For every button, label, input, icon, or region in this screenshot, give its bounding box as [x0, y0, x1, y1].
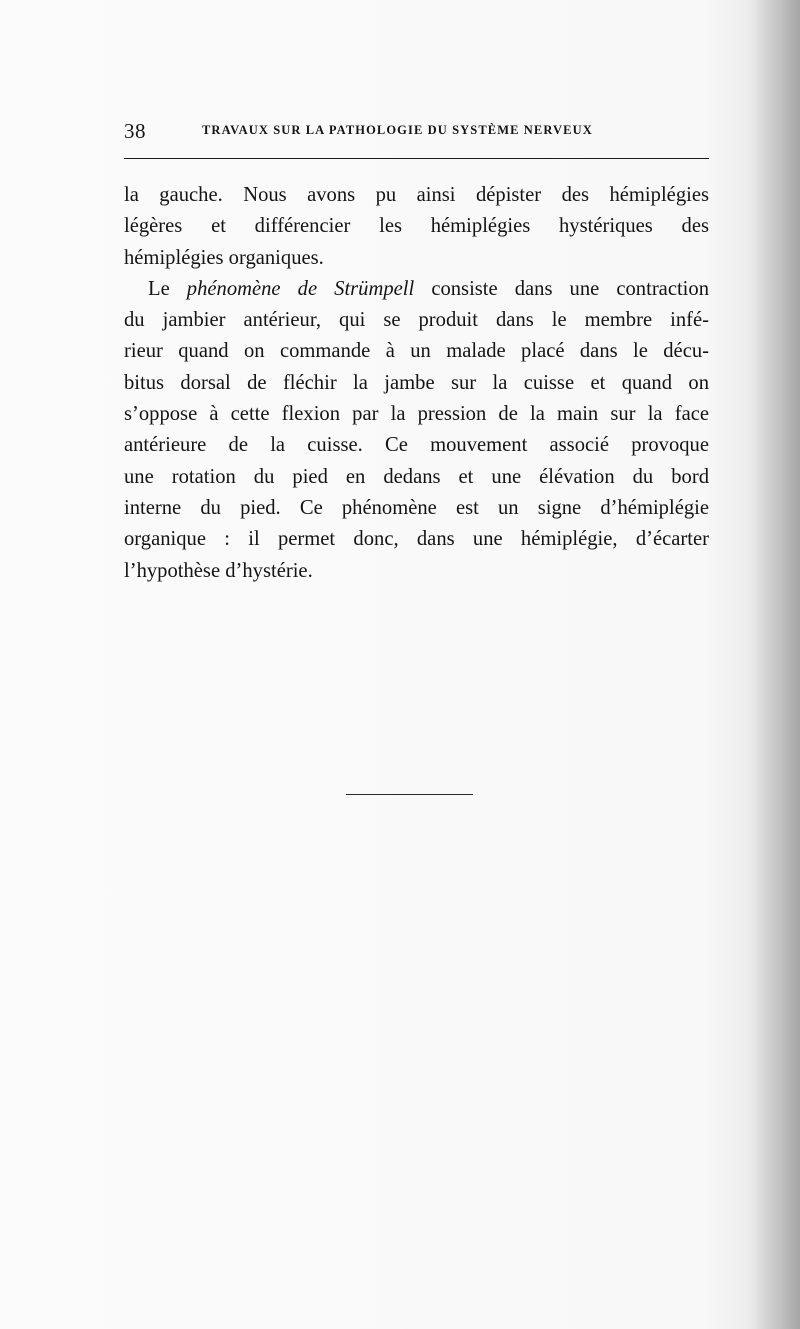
text-line: l’hypothèse d’hystérie.	[124, 559, 313, 582]
phenomenon-name: phénomène de Strümpell	[186, 277, 415, 300]
page-header	[124, 114, 709, 146]
section-end-rule	[346, 794, 473, 795]
body-text	[124, 180, 709, 587]
text-segment: consiste dans une contraction	[414, 277, 709, 300]
page-edge-shadow	[754, 0, 800, 1329]
text-line: hémiplégies organiques.	[124, 246, 324, 269]
text-line: antérieure de la cuisse. Ce mouvement associé provoque	[124, 434, 709, 457]
header-rule	[124, 158, 709, 159]
text-segment: Le	[148, 277, 187, 300]
text-line: légères et différencier les hémiplégies hystériques des	[124, 215, 709, 238]
text-line: la gauche. Nous avons pu ainsi dépister des hémiplégies	[124, 184, 709, 206]
text-line: organique : il permet donc, dans une hémiplégie, d’écarter	[124, 528, 709, 551]
text-line: rieur quand on commande à un malade placé dans le décu-	[124, 340, 709, 363]
text-line: bitus dorsal de fléchir la jambe sur la cuisse et quand on	[124, 371, 709, 394]
text-line	[124, 274, 709, 305]
running-title: TRAVAUX SUR LA PATHOLOGIE DU SYSTÈME NERVEUX	[202, 123, 593, 137]
text-line: une rotation du pied en dedans et une élévation du bord	[124, 465, 709, 488]
text-line: du jambier antérieur, qui se produit dans le membre infé-	[124, 309, 709, 332]
text-line: interne du pied. Ce phénomène est un signe d’hémiplégie	[124, 496, 709, 519]
text-line: s’oppose à cette flexion par la pression de la main sur la face	[124, 403, 709, 426]
page-number: 38	[124, 119, 146, 143]
